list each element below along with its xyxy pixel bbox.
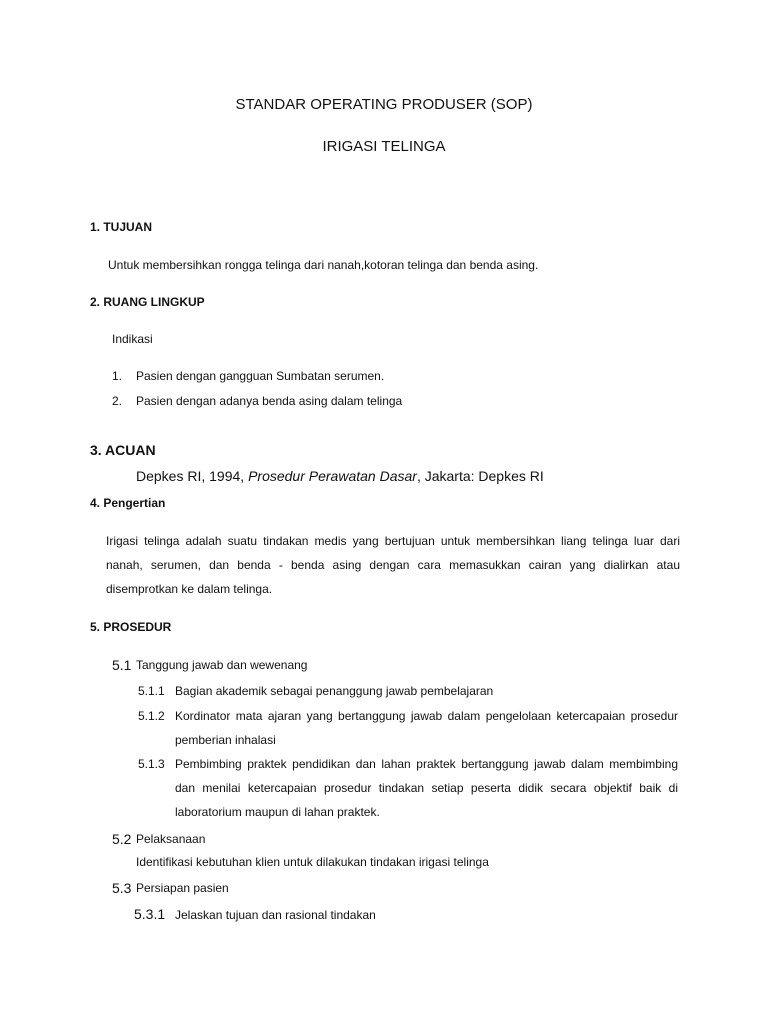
section-heading-ruang-lingkup: 2. RUANG LINGKUP <box>90 295 205 309</box>
pengertian-text: Irigasi telinga adalah suatu tindakan medis yang bertujuan untuk membersihkan liang telinga luar dari nanah, serumen, dan benda - benda asing dengan cara memasukkan cairan yang dialirkan atau disemprotkan ke dalam telinga. <box>106 534 680 596</box>
list-item-text: Pasien dengan gangguan Sumbatan serumen. <box>136 369 385 383</box>
subsection-label: Persiapan pasien <box>136 881 229 895</box>
acuan-reference <box>136 468 544 485</box>
subsection-label: Tanggung jawab dan wewenang <box>136 658 308 672</box>
subsection-number: 5.1 <box>112 657 132 673</box>
acuan-ref-suffix: , Jakarta: Depkes RI <box>416 468 544 484</box>
subsection-number: 5.3 <box>112 880 132 896</box>
sub-item-text: Pembimbing praktek pendidikan dan lahan praktek bertanggung jawab dalam membimbing dan menilai ketercapaian prosedur tindakan setiap peserta didik secara objektif baik di laboratorium maupun di lahan praktek. <box>175 757 678 819</box>
subsection-number: 5.2 <box>112 831 132 847</box>
sub-item-text: Jelaskan tujuan dan rasional tindakan <box>175 908 376 922</box>
document-title: STANDAR OPERATING PRODUSER (SOP) <box>235 96 533 113</box>
list-item-number: 2. <box>112 394 123 408</box>
subsection-label: Pelaksanaan <box>136 832 206 846</box>
pelaksanaan-text: Identifikasi kebutuhan klien untuk dilakukan tindakan irigasi telinga <box>136 855 489 869</box>
tujuan-text: Untuk membersihkan rongga telinga dari nanah,kotoran telinga dan benda asing. <box>108 258 539 272</box>
sub-item-text: Kordinator mata ajaran yang bertanggung jawab dalam pengelolaan ketercapaian prosedur pemberian inhalasi <box>175 709 678 747</box>
document-subtitle: IRIGASI TELINGA <box>322 138 446 155</box>
sub-item-text: Bagian akademik sebagai penanggung jawab pembelajaran <box>175 684 494 698</box>
section-heading-pengertian: 4. Pengertian <box>90 496 166 510</box>
section-heading-acuan: 3. ACUAN <box>90 442 156 458</box>
indikasi-label: Indikasi <box>112 332 153 346</box>
acuan-ref-prefix: Depkes RI, 1994, <box>136 468 249 484</box>
list-item-number: 1. <box>112 369 123 383</box>
list-item-text: Pasien dengan adanya benda asing dalam telinga <box>136 394 403 408</box>
section-heading-tujuan: 1. TUJUAN <box>90 220 153 234</box>
sub-item-number: 5.1.2 <box>138 709 165 723</box>
acuan-ref-title: Prosedur Perawatan Dasar <box>248 468 417 484</box>
sub-item-number: 5.1.3 <box>138 757 165 771</box>
sub-item-number: 5.1.1 <box>138 684 165 698</box>
sub-item-number: 5.3.1 <box>134 906 166 922</box>
section-heading-prosedur: 5. PROSEDUR <box>90 620 172 634</box>
